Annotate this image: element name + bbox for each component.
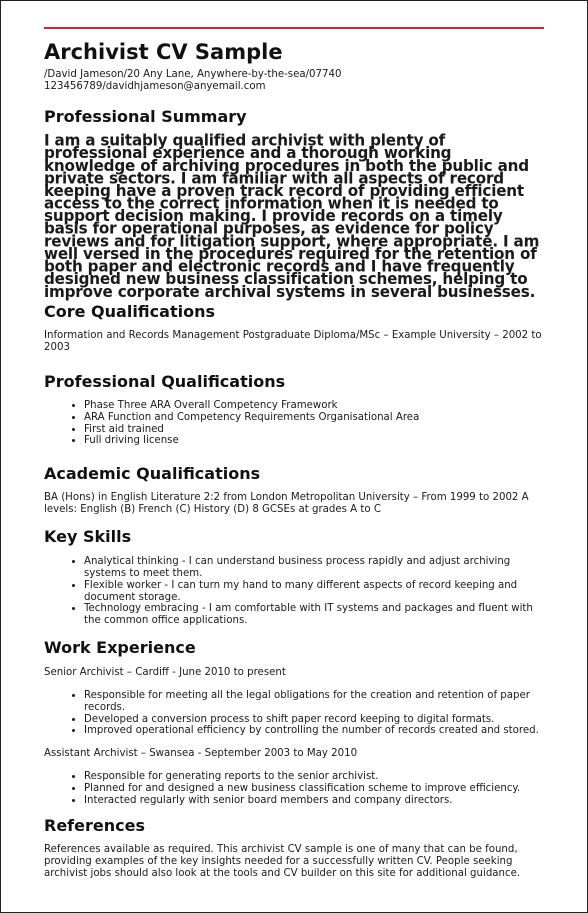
section-heading: Core Qualifications bbox=[44, 302, 215, 321]
contact-details bbox=[44, 69, 544, 93]
job-title: Assistant Archivist – Swansea - September 2003 to May 2010 bbox=[44, 748, 358, 760]
references-text: References available as required. This archivist CV sample is one of many that can be found, providing examples of the key insights needed for a successfully written CV. People seeking archivist jobs should also look at the tools and CV builder on this site for additional guidance. bbox=[44, 843, 521, 879]
core-qualification-text: Information and Records Management Postgraduate Diploma/MSc – Example University – 2002 to 2003 bbox=[44, 330, 542, 353]
job-duties-list bbox=[44, 771, 544, 806]
job-title: Senior Archivist – Cardiff - June 2010 to present bbox=[44, 666, 286, 678]
list-item: • Analytical thinking - I can understand business process rapidly and adjust archiving systems to meet them. bbox=[84, 556, 544, 580]
section-core-qualifications bbox=[44, 302, 544, 354]
section-references bbox=[44, 816, 544, 880]
section-key-skills bbox=[44, 527, 544, 627]
list-item: • Flexible worker - I can turn my hand to many different aspects of record keeping and document storage. bbox=[84, 580, 544, 604]
section-heading: Work Experience bbox=[44, 637, 196, 657]
cv-title: Archivist CV Sample bbox=[44, 40, 283, 64]
list-item: • Technology embracing - I am comfortable with IT systems and packages and fluent with the common office applications. bbox=[84, 603, 544, 627]
list-item: • Developed a conversion process to shift paper record keeping to digital formats. bbox=[84, 714, 544, 726]
list-item: • Responsible for generating reports to the senior archivist. bbox=[84, 771, 544, 783]
section-professional-summary bbox=[44, 107, 544, 301]
job-entry bbox=[44, 748, 544, 806]
list-item: • Improved operational efficiency by controlling the number of records created and stored. bbox=[84, 725, 544, 737]
section-heading: Professional Summary bbox=[44, 107, 247, 126]
section-work-experience bbox=[44, 638, 544, 807]
professional-qualifications-list bbox=[44, 400, 544, 447]
list-item: • Responsible for meeting all the legal obligations for the creation and retention of paper records. bbox=[84, 690, 544, 714]
job-duties-list bbox=[44, 690, 544, 737]
section-professional-qualifications bbox=[44, 372, 544, 447]
job-entry bbox=[44, 667, 544, 737]
summary-text: I am a suitably qualified archivist with plenty of professional experience and a thorough working knowledge of archiving procedures in both the public and private sectors. I am familiar with all aspects of record keeping have a proven track record of providing efficient access to the correct information when it is needed to support decision making. I provide records on a timely basis for operational purposes, as evidence for policy reviews and for litigation support, where appropriate. I am well versed in the procedures required for the retention of both paper and electronic records and I have frequently designed new business classification schemes, helping to improve corporate archival systems in several businesses. bbox=[44, 130, 540, 301]
academic-qualification-text: BA (Hons) in English Literature 2:2 from London Metropolitan University – From 1999 to 2002 A levels: English (B) French (C) History (D) 8 GCSEs at grades A to C bbox=[44, 492, 529, 516]
section-academic-qualifications bbox=[44, 464, 544, 516]
list-item: • Interacted regularly with senior board members and company directors. bbox=[84, 795, 544, 807]
list-item: • Planned for and designed a new business classification scheme to improve efficiency. bbox=[84, 783, 544, 795]
contact-line-2: 123456789/davidhjameson@anyemail.com bbox=[44, 81, 266, 92]
list-item: • First aid trained bbox=[84, 424, 544, 436]
cv-document bbox=[44, 38, 544, 880]
section-heading: Key Skills bbox=[44, 527, 132, 547]
list-item: • Phase Three ARA Overall Competency Framework bbox=[84, 400, 544, 412]
key-skills-list bbox=[44, 556, 544, 627]
contact-line-1: /David Jameson/20 Any Lane, Anywhere-by-the-sea/07740 bbox=[44, 69, 342, 80]
section-heading: Academic Qualifications bbox=[44, 464, 261, 484]
section-heading: Professional Qualifications bbox=[44, 372, 286, 391]
list-item: • ARA Function and Competency Requirements Organisational Area bbox=[84, 412, 544, 424]
list-item: • Full driving license bbox=[84, 435, 544, 447]
section-heading: References bbox=[44, 815, 145, 835]
header-accent-rule bbox=[44, 27, 544, 29]
